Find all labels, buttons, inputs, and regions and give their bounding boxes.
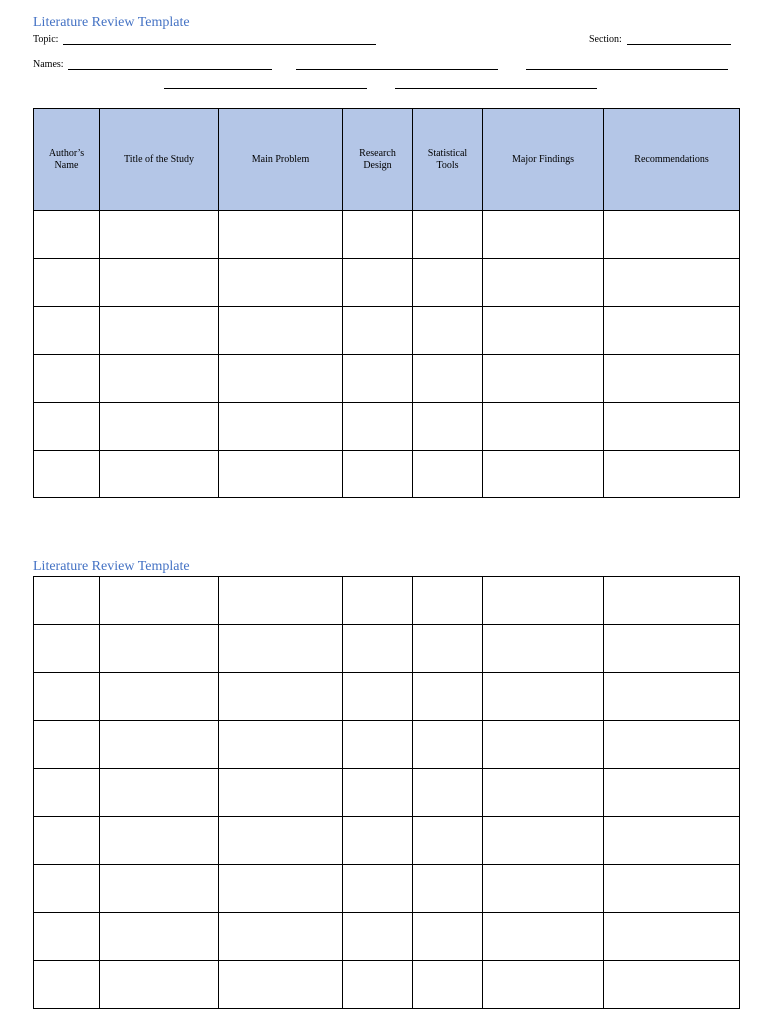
table-cell[interactable] xyxy=(343,451,413,498)
table-cell[interactable] xyxy=(34,355,100,403)
table-row xyxy=(34,961,740,1009)
table-cell[interactable] xyxy=(100,403,219,451)
table-cell[interactable] xyxy=(219,865,343,913)
table-cell[interactable] xyxy=(100,451,219,498)
table-cell[interactable] xyxy=(100,721,219,769)
table-cell[interactable] xyxy=(604,451,740,498)
table-cell[interactable] xyxy=(604,865,740,913)
table-cell[interactable] xyxy=(34,403,100,451)
table-cell[interactable] xyxy=(34,721,100,769)
table-cell[interactable] xyxy=(413,961,483,1009)
names-label: Names: xyxy=(33,59,64,70)
topic-label: Topic: xyxy=(33,34,59,45)
second-page-title: Literature Review Template xyxy=(33,559,190,574)
table-cell[interactable] xyxy=(219,259,343,307)
table-cell[interactable] xyxy=(413,817,483,865)
table-cell[interactable] xyxy=(343,211,413,259)
table-cell[interactable] xyxy=(343,625,413,673)
table-cell[interactable] xyxy=(219,961,343,1009)
section-label: Section: xyxy=(589,34,622,45)
table-cell[interactable] xyxy=(34,625,100,673)
column-header-research-design: Research Design xyxy=(343,109,413,211)
table-cell[interactable] xyxy=(100,865,219,913)
table-cell[interactable] xyxy=(34,211,100,259)
table-cell[interactable] xyxy=(34,577,100,625)
table-cell[interactable] xyxy=(483,259,604,307)
table-cell[interactable] xyxy=(219,403,343,451)
table-cell[interactable] xyxy=(343,355,413,403)
table-cell[interactable] xyxy=(219,625,343,673)
table-cell[interactable] xyxy=(100,961,219,1009)
name-field-2[interactable] xyxy=(296,69,498,70)
table-cell[interactable] xyxy=(483,451,604,498)
name-field-3[interactable] xyxy=(526,69,728,70)
table-cell[interactable] xyxy=(413,355,483,403)
table-cell[interactable] xyxy=(100,259,219,307)
table-cell[interactable] xyxy=(604,307,740,355)
table-row xyxy=(34,211,740,259)
table-cell[interactable] xyxy=(483,721,604,769)
column-header-major-findings: Major Findings xyxy=(483,109,604,211)
table-cell[interactable] xyxy=(413,625,483,673)
table-cell[interactable] xyxy=(604,913,740,961)
literature-review-table-continued xyxy=(33,576,740,1009)
table-cell[interactable] xyxy=(413,577,483,625)
column-header-author: Author’s Name xyxy=(34,109,100,211)
table-cell[interactable] xyxy=(34,769,100,817)
table-cell[interactable] xyxy=(483,625,604,673)
table-cell[interactable] xyxy=(343,577,413,625)
table-row xyxy=(34,307,740,355)
table-cell[interactable] xyxy=(604,961,740,1009)
table-cell[interactable] xyxy=(604,577,740,625)
table-cell[interactable] xyxy=(100,577,219,625)
table-cell[interactable] xyxy=(219,307,343,355)
table-cell[interactable] xyxy=(100,211,219,259)
table-cell[interactable] xyxy=(604,769,740,817)
table-cell[interactable] xyxy=(343,721,413,769)
table-row xyxy=(34,673,740,721)
table-cell[interactable] xyxy=(34,913,100,961)
table-cell[interactable] xyxy=(483,961,604,1009)
table-cell[interactable] xyxy=(413,403,483,451)
table-cell[interactable] xyxy=(100,817,219,865)
table-cell[interactable] xyxy=(343,307,413,355)
table-cell[interactable] xyxy=(483,403,604,451)
name-field-5[interactable] xyxy=(395,88,597,89)
literature-review-table xyxy=(33,108,740,498)
table-cell[interactable] xyxy=(483,817,604,865)
table-row xyxy=(34,577,740,625)
table-cell[interactable] xyxy=(343,769,413,817)
table-cell[interactable] xyxy=(604,355,740,403)
table-cell[interactable] xyxy=(604,211,740,259)
table-cell[interactable] xyxy=(100,769,219,817)
table-cell[interactable] xyxy=(219,355,343,403)
table-row xyxy=(34,355,740,403)
table-cell[interactable] xyxy=(413,721,483,769)
table-cell[interactable] xyxy=(343,817,413,865)
table-cell[interactable] xyxy=(343,403,413,451)
table-cell[interactable] xyxy=(483,769,604,817)
table-cell[interactable] xyxy=(483,577,604,625)
table-cell[interactable] xyxy=(34,451,100,498)
table-cell[interactable] xyxy=(413,865,483,913)
table-cell[interactable] xyxy=(219,673,343,721)
table-header-row xyxy=(34,109,740,211)
table-cell[interactable] xyxy=(100,355,219,403)
table-cell[interactable] xyxy=(483,673,604,721)
table-cell[interactable] xyxy=(483,307,604,355)
name-field-1[interactable] xyxy=(68,69,272,70)
table-cell[interactable] xyxy=(413,211,483,259)
table-cell[interactable] xyxy=(100,913,219,961)
table-cell[interactable] xyxy=(413,259,483,307)
table-cell[interactable] xyxy=(219,577,343,625)
table-row xyxy=(34,913,740,961)
name-field-4[interactable] xyxy=(164,88,367,89)
table-row xyxy=(34,403,740,451)
table-cell[interactable] xyxy=(100,307,219,355)
table-cell[interactable] xyxy=(604,673,740,721)
table-cell[interactable] xyxy=(219,211,343,259)
table-row xyxy=(34,721,740,769)
table-row xyxy=(34,259,740,307)
page-title: Literature Review Template xyxy=(33,15,190,30)
table-row xyxy=(34,865,740,913)
table-cell[interactable] xyxy=(604,259,740,307)
table-row xyxy=(34,769,740,817)
table-cell[interactable] xyxy=(413,451,483,498)
table-cell[interactable] xyxy=(483,865,604,913)
table-cell[interactable] xyxy=(413,769,483,817)
table-cell[interactable] xyxy=(219,769,343,817)
table-cell[interactable] xyxy=(604,721,740,769)
table-cell[interactable] xyxy=(219,817,343,865)
table-cell[interactable] xyxy=(100,625,219,673)
table-cell[interactable] xyxy=(34,259,100,307)
table-cell[interactable] xyxy=(413,307,483,355)
table-cell[interactable] xyxy=(34,307,100,355)
table-cell[interactable] xyxy=(219,451,343,498)
table-cell[interactable] xyxy=(413,673,483,721)
table-cell[interactable] xyxy=(604,625,740,673)
table-row xyxy=(34,817,740,865)
table-cell[interactable] xyxy=(604,817,740,865)
table-cell[interactable] xyxy=(34,673,100,721)
column-header-main-problem: Main Problem xyxy=(219,109,343,211)
table-cell[interactable] xyxy=(413,913,483,961)
table-cell[interactable] xyxy=(343,865,413,913)
column-header-title: Title of the Study xyxy=(100,109,219,211)
section-field[interactable] xyxy=(627,44,731,45)
table-cell[interactable] xyxy=(343,961,413,1009)
table-cell[interactable] xyxy=(483,211,604,259)
table-cell[interactable] xyxy=(34,817,100,865)
table-cell[interactable] xyxy=(100,673,219,721)
table-cell[interactable] xyxy=(483,355,604,403)
table-cell[interactable] xyxy=(604,403,740,451)
table-cell[interactable] xyxy=(34,961,100,1009)
column-header-recommendations: Recommendations xyxy=(604,109,740,211)
table-cell[interactable] xyxy=(343,259,413,307)
table-row xyxy=(34,625,740,673)
topic-field[interactable] xyxy=(63,44,376,45)
table-cell[interactable] xyxy=(34,865,100,913)
table-row xyxy=(34,451,740,498)
table-cell[interactable] xyxy=(483,913,604,961)
table-cell[interactable] xyxy=(219,913,343,961)
column-header-statistical-tools: Statistical Tools xyxy=(413,109,483,211)
table-cell[interactable] xyxy=(343,913,413,961)
table-cell[interactable] xyxy=(219,721,343,769)
table-cell[interactable] xyxy=(343,673,413,721)
